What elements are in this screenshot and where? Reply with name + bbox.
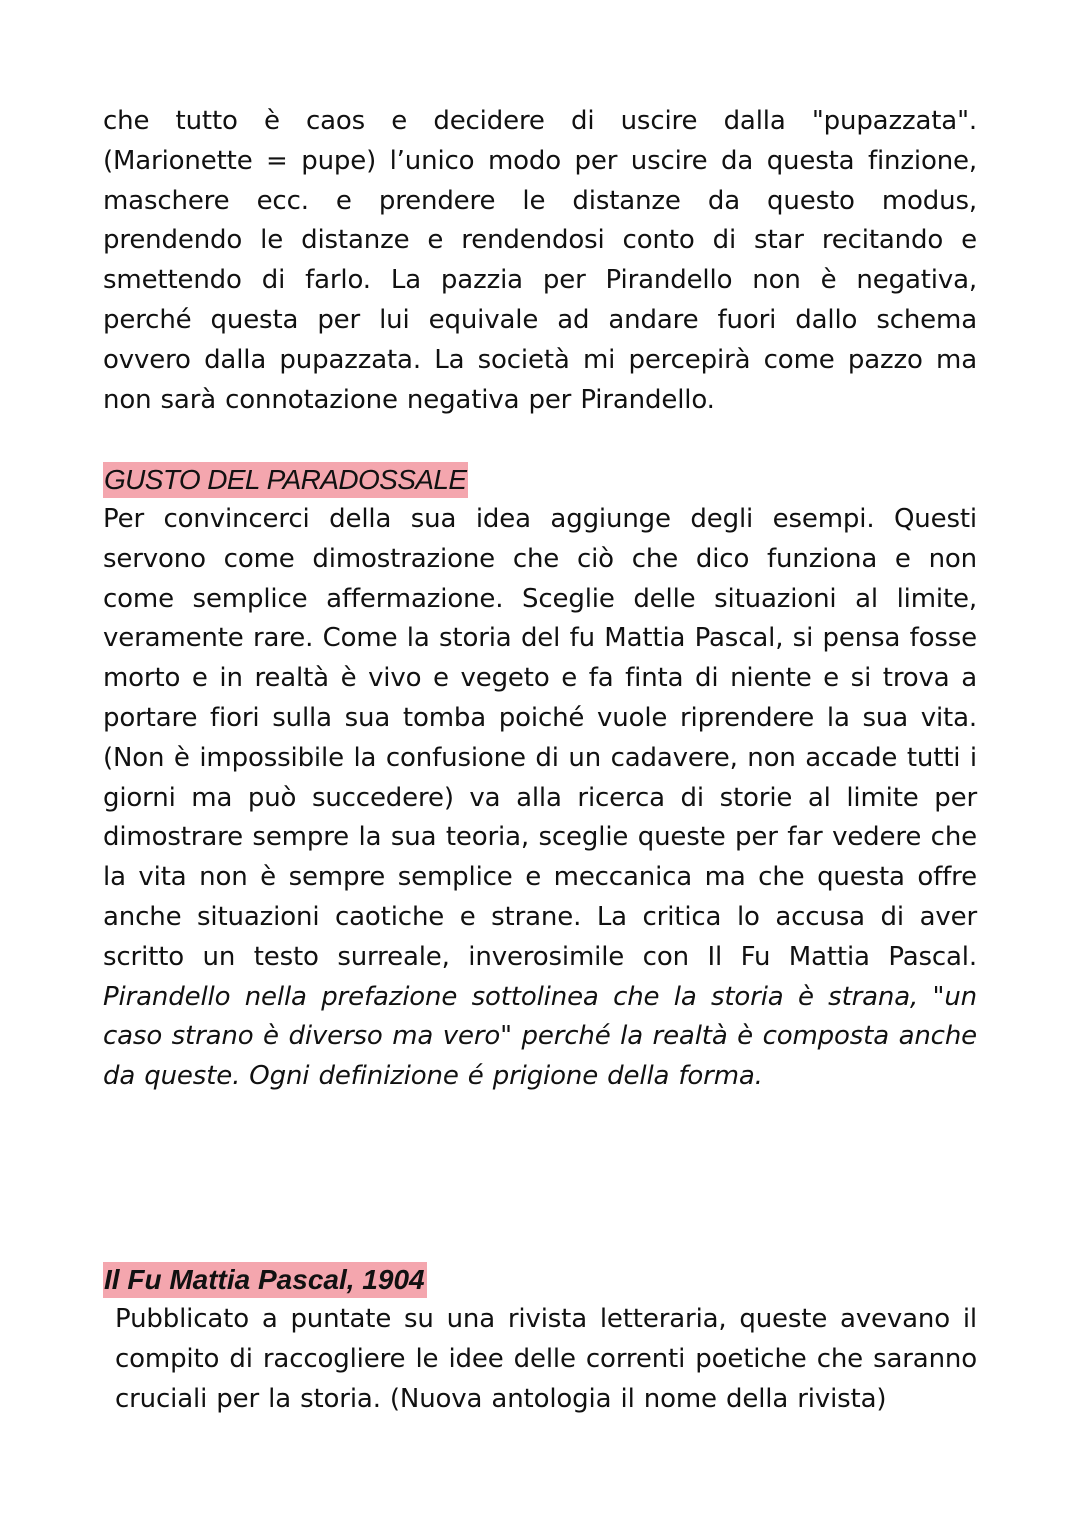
section-gusto-del-paradossale [103, 462, 977, 1097]
paragraph-paradossale-text: Per convincerci della sua idea aggiunge degli esempi. Questi servono come dimostrazione che ciò che dico funziona e non come semplice affermazione. Sceglie delle situazioni al limite, veramente rare. Come la storia del fu Mattia Pascal, si pensa fosse morto e in realtà è vivo e vegeto e fa finta di niente e si trova a portare fiori sulla sua tomba poiché vuole riprendere la sua vita. (Non è impossibile la confusione di un cadavere, non accade tutti i giorni ma può succedere) va alla ricerca di storie al limite per dimostrare sempre la sua teoria, sceglie queste per far vedere che la vita non è sempre semplice e meccanica ma che questa offre anche situazioni caotiche e strane. La critica lo accusa di aver scritto un testo surreale, inverosimile con Il Fu Mattia Pascal. [103, 504, 977, 972]
section-heading-paradossale: GUSTO DEL PARADOSSALE [103, 462, 468, 498]
section-il-fu-mattia-pascal [103, 1262, 977, 1419]
document-page [103, 102, 977, 1414]
section-heading-mattia-pascal: Il Fu Mattia Pascal, 1904 [103, 1262, 427, 1298]
paragraph-paradossale [103, 500, 977, 1097]
paragraph-mattia-pascal: Pubblicato a puntate su una rivista letteraria, queste avevano il compito di raccogliere le idee delle correnti poetiche che saranno cruciali per la storia. (Nuova antologia il nome della rivista) [115, 1304, 977, 1414]
paragraph-intro: che tutto è caos e decidere di uscire dalla "pupazzata". (Marionette = pupe) l’unico modo per uscire da questa finzione, maschere ecc. e prendere le distanze da questo modus, prendendo le distanze e rendendosi conto di star recitando e smettendo di farlo. La pazzia per Pirandello non è negativa, perché questa per lui equivale ad andare fuori dallo schema ovvero dalla pupazzata. La società mi percepirà come pazzo ma non sarà connotazione negativa per Pirandello. [103, 106, 977, 415]
paragraph-paradossale-italic: Pirandello nella prefazione sottolinea che la storia è strana, "un caso strano è diverso ma vero" perché la realtà è composta anche da queste. Ogni definizione é prigione della forma. [103, 981, 977, 1092]
